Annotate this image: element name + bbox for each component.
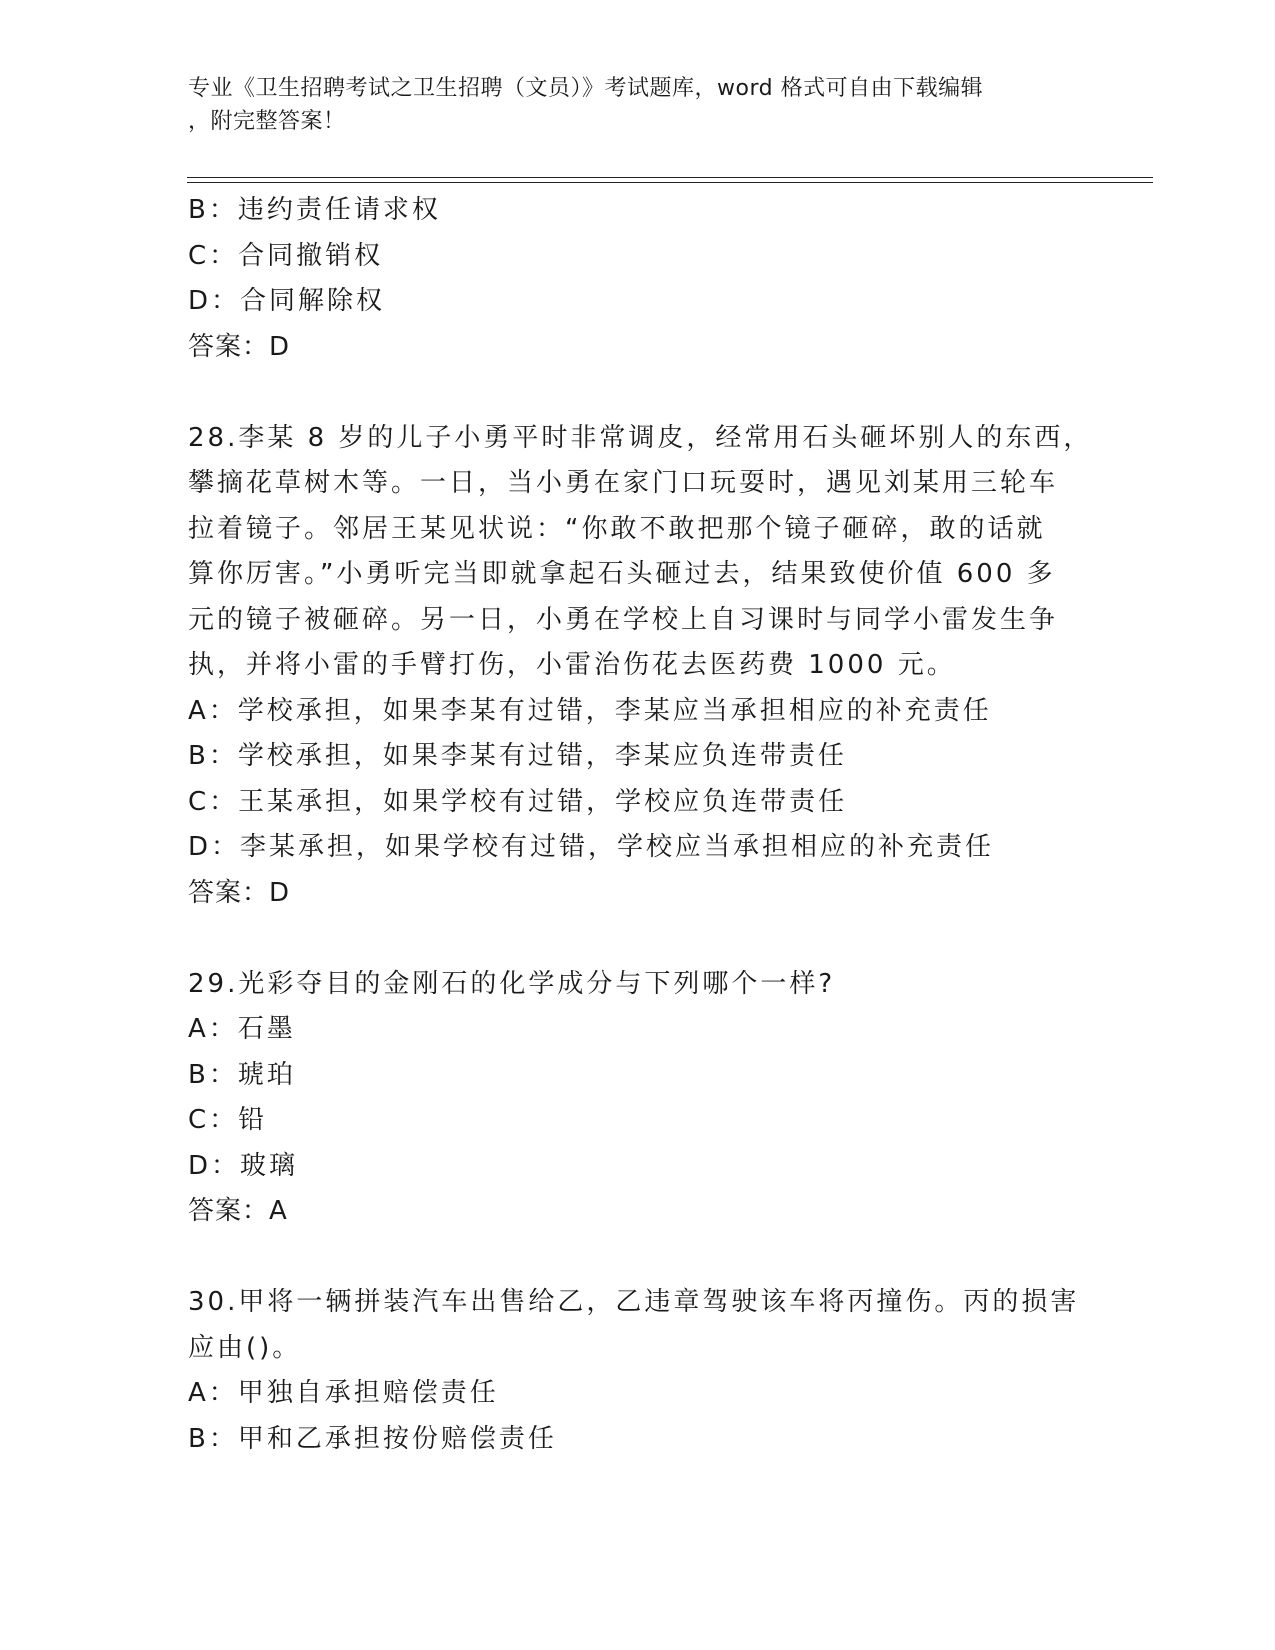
option-d: D：玻璃 xyxy=(188,1150,299,1181)
option-c: C：铅 xyxy=(188,1105,268,1135)
answer-line: 答案：D xyxy=(188,331,291,362)
question-text-line: 29.光彩夺目的金刚石的化学成分与下列哪个一样? xyxy=(188,968,836,999)
answer-line: 答案：D xyxy=(188,877,291,908)
header-divider-bottom xyxy=(187,182,1153,183)
question-30 xyxy=(188,1280,1080,1462)
option-a: A：学校承担，如果李某有过错，李某应当承担相应的补充责任 xyxy=(188,695,992,726)
question-29 xyxy=(188,962,1068,1235)
spacer xyxy=(188,1235,1068,1281)
header-title-line-2: ，附完整答案！ xyxy=(188,109,346,134)
option-b: B：学校承担，如果李某有过错，李某应负连带责任 xyxy=(188,741,847,771)
option-d: D：李某承担，如果学校有过错，学校应当承担相应的补充责任 xyxy=(188,832,995,862)
question-text-line: 执，并将小雷的手臂打伤，小雷治伤花去医药费 1000 元。 xyxy=(188,650,956,680)
header-title-line-1: 专业《卫生招聘考试之卫生招聘（文员）》考试题库，word 格式可自由下载编辑 xyxy=(188,76,984,101)
answer-line: 答案：A xyxy=(188,1196,288,1226)
header-divider-top xyxy=(187,177,1153,178)
option-a: A：甲独自承担赔偿责任 xyxy=(188,1378,499,1408)
spacer xyxy=(188,370,1068,416)
option-d: D：合同解除权 xyxy=(188,286,386,316)
option-c: C：王某承担，如果学校有过错，学校应负连带责任 xyxy=(188,786,848,817)
page-header xyxy=(188,72,1088,138)
option-c: C：合同撤销权 xyxy=(188,240,384,271)
option-b: B：琥珀 xyxy=(188,1059,296,1090)
option-a: A：石墨 xyxy=(188,1014,296,1044)
question-text-line: 28.李某 8 岁的儿子小勇平时非常调皮，经常用石头砸坏别人的东西， xyxy=(188,422,1093,453)
option-b: B：违约责任请求权 xyxy=(188,195,441,225)
question-text-line: 30.甲将一辆拼装汽车出售给乙，乙违章驾驶该车将丙撞伤。丙的损害 xyxy=(188,1287,1080,1317)
question-text-line: 应由()。 xyxy=(188,1332,302,1363)
question-text-line: 拉着镜子。邻居王某见状说：“你敢不敢把那个镜子砸碎，敢的话就 xyxy=(188,513,1046,544)
question-text-line: 算你厉害。”小勇听完当即就拿起石头砸过去，结果致使价值 600 多 xyxy=(188,559,1056,589)
option-b: B：甲和乙承担按份赔偿责任 xyxy=(188,1423,557,1454)
question-27 xyxy=(188,188,1068,370)
question-text-line: 元的镜子被砸碎。另一日，小勇在学校上自习课时与同学小雷发生争 xyxy=(188,604,1059,635)
spacer xyxy=(188,916,1068,962)
question-text-line: 攀摘花草树木等。一日，当小勇在家门口玩耍时，遇见刘某用三轮车 xyxy=(188,468,1059,498)
question-content xyxy=(188,188,1093,1462)
question-28 xyxy=(188,416,1093,917)
